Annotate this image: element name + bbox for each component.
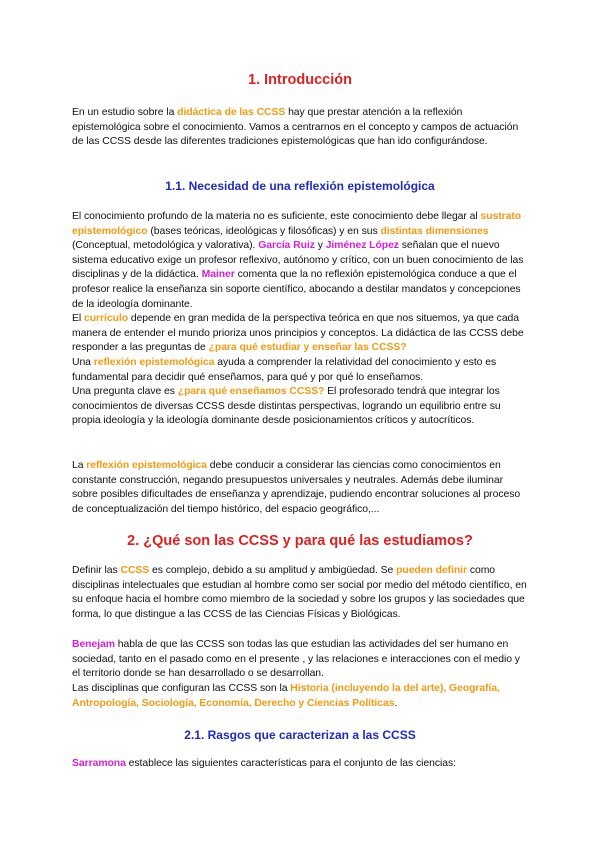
text: El [72,313,84,324]
author-name: Jiménez López [325,240,399,252]
paragraph-reflexion [72,356,530,385]
text: La [72,460,87,471]
text: El conocimiento profundo de la materia no es suficiente, este conocimiento debe llegar al [72,211,481,222]
keyword: Historia (incluyendo la del arte), Geografía, Antropología, Sociología, Economía, Derecho y Ciencias Políticas [72,683,500,709]
text: señalan que el nuevo sistema educativo exige un profesor reflexivo, autónomo y crítico, con un buen conocimiento de las disciplinas y de la didáctica. [72,240,524,281]
author-name: Mainer [201,269,235,281]
paragraph-definir-ccss [72,564,530,622]
text: . [394,697,398,709]
keyword: sustrato epistemológico [72,211,522,237]
author-name: García Ruiz [258,240,315,252]
author-name: Benejam [72,639,115,650]
text: como disciplinas intelectuales que estudian al hombre como ser social por medio del método científico, en su enfoque hacia el hombre como miembro de la sociedad y sobre los grupos y las sociedades que forma, lo que distingue a las CCSS de las Ciencias Físicas y Biológicas. [72,565,527,620]
text: Una pregunta clave es [72,386,178,397]
text: En un estudio sobre la [72,107,178,118]
paragraph-disciplinas [72,682,530,711]
keyword: pueden definir [396,565,467,576]
text: habla de que las CCSS son todas las que estudian las actividades del ser humano en sociedad, tanto en el pasado como en el presente , y las relaciones e interacciones con el medio y el territorio donde se han desarrollado o se desarrollan. [72,639,520,680]
paragraph-curriculo [72,312,530,356]
keyword: distintas dimensiones [380,225,489,237]
text: Una [72,357,94,368]
paragraph-conocimiento [72,210,530,312]
subsection-1-1-title: 1.1. Necesidad de una reflexión epistemológica [165,179,435,193]
text: ayuda a comprender la relatividad del conocimiento y esto es fundamental para decidir qué enseñamos, para qué y por qué lo enseñamos. [72,357,497,383]
text: (bases teóricas, ideológicas y filosóficas) y en sus [147,225,381,237]
text: es complejo, debido a su amplitud y ambigüedad. Se [149,565,397,576]
keyword: ¿para qué estudiar y enseñar las CCSS? [208,342,407,354]
subsection-2-1-title: 2.1. Rasgos que caracterizan a las CCSS [184,728,416,742]
text: (Conceptual, metodológica y valorativa). [72,240,259,252]
text: establece las siguientes características para el conjunto de las ciencias: [125,758,456,769]
section-1-title: 1. Introducción [248,72,352,88]
keyword: currículo [83,313,128,324]
text: y [314,240,326,252]
keyword: reflexión epistemológica [93,357,215,368]
text: hay que prestar atención a la reflexión epistemológica sobre el conocimiento. Vamos a centrarnos en el concepto y campos de actuación de las CCSS desde las diferentes tradiciones epistemológicas que han ido configurándose. [72,107,519,148]
text: Definir las [72,565,121,576]
intro-paragraph [72,106,530,150]
paragraph-benejam [72,638,530,682]
keyword: didáctica de las CCSS [177,107,286,118]
keyword: ¿para qué enseñamos CCSS? [177,386,325,397]
paragraph-sarramona [72,757,530,772]
text: depende en gran medida de la perspectiva teórica en que nos situemos, ya que cada manera de entender el mundo prioriza unos principios y conceptos. La didáctica de las CCSS debe responder a las preguntas de [72,313,524,354]
paragraph-pregunta-clave [72,385,530,429]
keyword: reflexión epistemológica [86,460,207,471]
text: El profesorado tendrá que integrar los conocimientos de diversas CCSS desde distintas perspectivas, logrando un equilibrio entre su propia ideología y la ideología dominante desde posicionamientos críticos y autocríticos. [72,386,501,427]
text: comenta que la no reflexión epistemológica conduce a que el profesor realice la enseñanza sin soporte científico, abocando a destilar mandatos y concepciones de la ideología dominante. [72,269,521,310]
text: debe conducir a considerar las ciencias como conocimientos en constante construcción, negando presupuestos universales y neutrales. Además debe iluminar sobre posibles dificultades de enseñanza y aprendizaje, pudiendo encontrar soluciones al proceso de conceptualización del tiempo histórico, del espacio geográfico,... [72,460,521,515]
text: Las disciplinas que configuran las CCSS son la [72,683,291,694]
author-name: Sarramona [72,758,126,769]
section-2-title: 2. ¿Qué son las CCSS y para qué las estudiamos? [127,533,473,549]
keyword: CCSS [120,565,150,576]
paragraph-reflexion-ciencias [72,459,530,517]
